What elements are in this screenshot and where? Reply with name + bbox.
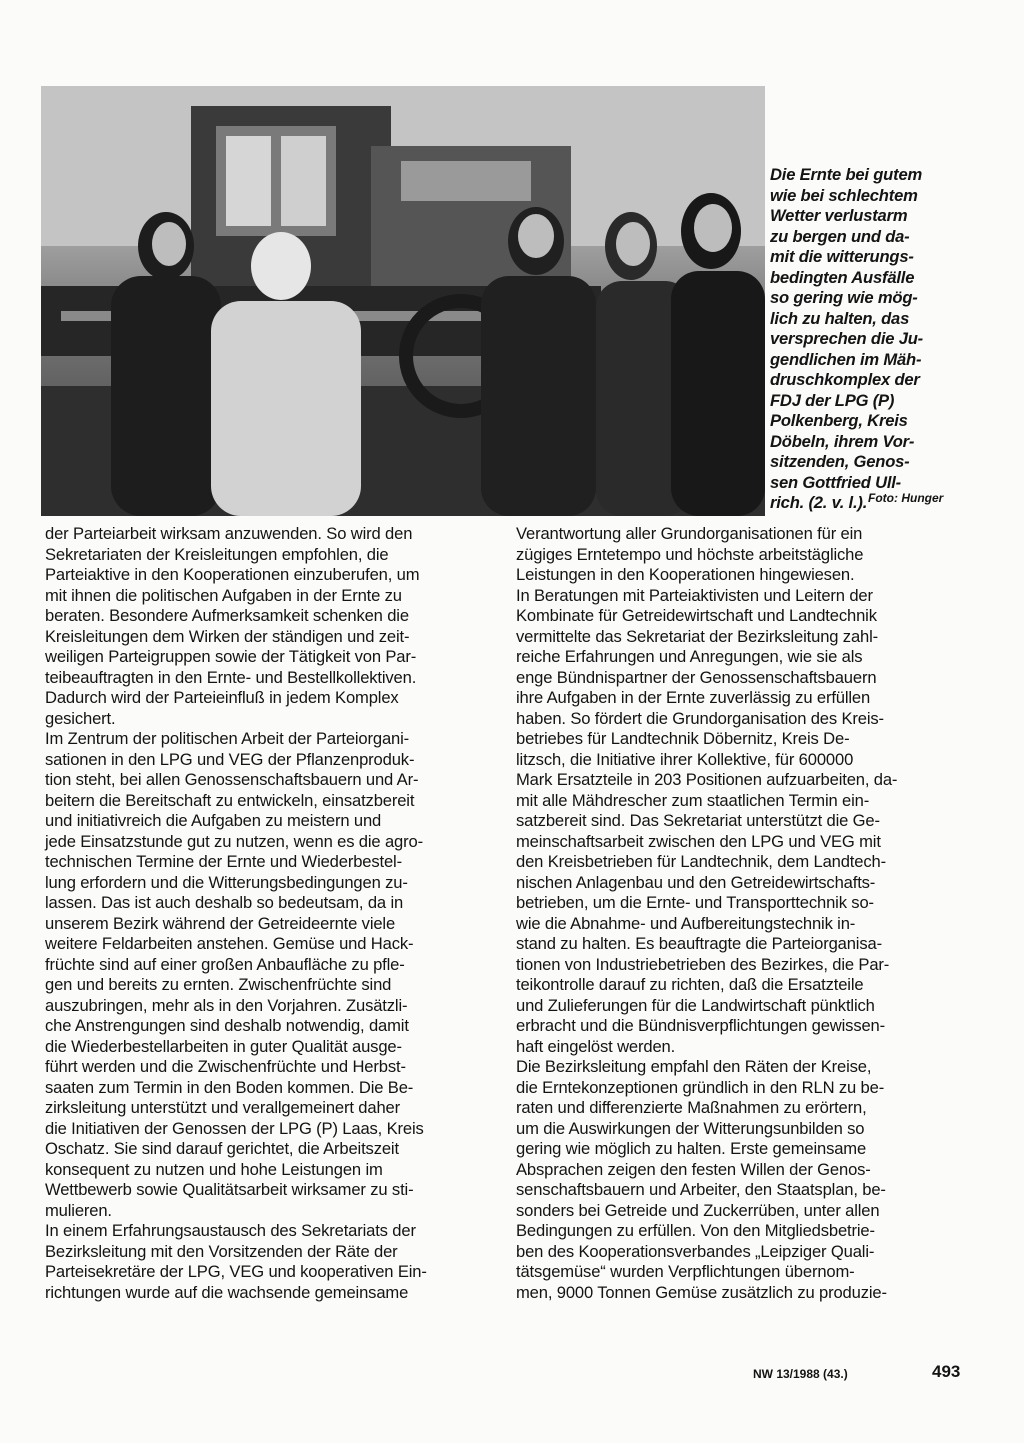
- text-line: Absprachen zeigen den festen Willen der Genos-: [516, 1159, 871, 1179]
- text-line: Oschatz. Sie sind darauf gerichtet, die Arbeitszeit: [45, 1139, 399, 1158]
- text-line: der Parteiarbeit wirksam anzuwenden. So wird den: [45, 524, 413, 543]
- text-line: lung erfordern und die Witterungsbedingungen zu-: [45, 872, 408, 892]
- caption-line: FDJ der LPG (P): [770, 390, 895, 410]
- text-line: den Kreisbetrieben für Landtechnik, dem Landtech-: [516, 852, 886, 871]
- caption-line: Polkenberg, Kreis: [770, 411, 908, 430]
- caption-line: bedingten Ausfälle: [770, 267, 915, 287]
- text-line: betrieben, um die Ernte- und Transporttechnik so-: [516, 893, 874, 912]
- text-line: Bezirksleitung mit den Vorsitzenden der Räte der: [45, 1241, 398, 1261]
- text-line: die Wiederbestellarbeiten in guter Qualität ausge-: [45, 1036, 402, 1056]
- text-line: Kreisleitungen dem Wirken der ständigen und zeit-: [45, 626, 410, 646]
- text-line: Bedingungen zu erfüllen. Von den Mitgliedsbetrie-: [516, 1221, 875, 1240]
- text-line: raten und differenzierte Maßnahmen zu erörtern,: [516, 1098, 867, 1117]
- text-line: beitern die Bereitschaft zu entwickeln, einsatzbereit: [45, 790, 415, 810]
- text-line: unserem Bezirk während der Getreideernte viele: [45, 913, 396, 933]
- text-line: Wettbewerb sowie Qualitätsarbeit wirksamer zu sti-: [45, 1180, 414, 1199]
- caption-line: gendlichen im Mäh-: [770, 349, 922, 369]
- text-line: haft eingelöst werden.: [516, 1036, 676, 1056]
- text-line: um die Auswirkungen der Witterungsunbilden so: [516, 1118, 865, 1138]
- text-line: senschaftsbauern und Arbeiter, den Staatsplan, be-: [516, 1180, 886, 1199]
- text-line: Parteisekretäre der LPG, VEG und kooperativen Ein-: [45, 1262, 427, 1281]
- text-line: ben des Kooperationsverbandes „Leipziger Quali-: [516, 1241, 875, 1261]
- page-number: 493: [932, 1362, 961, 1381]
- text-line: wie die Abnahme- und Aufbereitungstechnik in-: [516, 913, 856, 933]
- text-line: erbracht und die Bündnisverpflichtungen gewissen-: [516, 1016, 886, 1035]
- text-line: Dadurch wird der Parteieinfluß in jedem Komplex: [45, 688, 399, 707]
- text-line: gen und bereits zu ernten. Zwischenfrüchte sind: [45, 975, 392, 994]
- caption-line: Die Ernte bei gutem: [770, 165, 923, 184]
- caption-line: rich. (2. v. l.).: [770, 493, 868, 512]
- caption-line: sen Gottfried Ull-: [770, 472, 901, 492]
- text-line: Im Zentrum der politischen Arbeit der Parteiorgani-: [45, 729, 410, 748]
- text-line: tionen von Industriebetrieben des Bezirkes, die Par-: [516, 954, 890, 974]
- text-line: enge Bündnispartner der Genossenschaftsbauern: [516, 667, 877, 687]
- text-line: und Zulieferungen für die Landwirtschaft pünktlich: [516, 995, 875, 1015]
- text-line: mit alle Mähdrescher zum staatlichen Termin ein-: [516, 790, 870, 810]
- photo-caption: [770, 165, 970, 514]
- text-line: lassen. Das ist auch deshalb so bedeutsam, da in: [45, 893, 404, 912]
- text-line: zügiges Erntetempo und höchste arbeitstägliche: [516, 544, 864, 564]
- caption-line: zu bergen und da-: [770, 226, 910, 246]
- text-line: teibeauftragten in den Ernte- und Bestellkollektiven.: [45, 667, 417, 687]
- text-line: In einem Erfahrungsaustausch des Sekretariats der: [45, 1221, 416, 1240]
- text-line: technischen Termine der Ernte und Wiederbestel-: [45, 852, 402, 871]
- text-line: haben. So fördert die Grundorganisation des Kreis-: [516, 708, 884, 728]
- text-line: tätsgemüse“ wurden Verpflichtungen übernom-: [516, 1262, 855, 1281]
- text-line: weiligen Parteigruppen sowie der Tätigkeit von Par-: [45, 647, 417, 666]
- photo-credit: Foto: Hunger: [868, 491, 944, 505]
- caption-line: versprechen die Ju-: [770, 329, 923, 348]
- text-line: Parteiaktive in den Kooperationen einzuberufen, um: [45, 565, 420, 584]
- text-line: saaten zum Termin in den Boden kommen. Die Be-: [45, 1077, 414, 1097]
- text-line: die Initiativen der Genossen der LPG (P) Laas, Kreis: [45, 1118, 424, 1138]
- text-line: Die Bezirksleitung empfahl den Räten der Kreise,: [516, 1057, 872, 1076]
- journal-issue: NW 13/1988 (43.): [753, 1367, 848, 1381]
- text-line: konsequent zu nutzen und hohe Leistungen im: [45, 1159, 383, 1179]
- text-line: tion steht, bei allen Genossenschaftsbauern und Ar-: [45, 770, 419, 789]
- caption-line: lich zu halten, das: [770, 308, 910, 328]
- text-line: satzbereit sind. Das Sekretariat unterstützt die Ge-: [516, 811, 880, 830]
- text-line: In Beratungen mit Parteiaktivisten und Leitern der: [516, 585, 873, 605]
- text-line: sonders bei Getreide und Zuckerrüben, unter allen: [516, 1200, 880, 1220]
- caption-line: wie bei schlechtem: [770, 185, 918, 205]
- text-line: litzsch, die Initiative ihrer Kollektive, für 600000: [516, 749, 854, 769]
- text-line: Verantwortung aller Grundorganisationen für ein: [516, 524, 863, 543]
- text-line: Sekretariaten der Kreisleitungen empfohlen, die: [45, 544, 389, 564]
- caption-line: druschkomplex der: [770, 370, 920, 389]
- harvest-photo: [41, 86, 765, 516]
- text-line: reiche Erfahrungen und Anregungen, wie sie als: [516, 647, 863, 666]
- text-line: stand zu halten. Es beauftragte die Parteiorganisa-: [516, 934, 882, 953]
- text-line: mit ihnen die politischen Aufgaben in der Ernte zu: [45, 585, 402, 605]
- caption-line: Wetter verlustarm: [770, 206, 908, 225]
- article-column-right: [516, 524, 974, 1303]
- text-line: ihre Aufgaben in der Ernte zuverlässig zu erfüllen: [516, 688, 871, 707]
- text-line: beraten. Besondere Aufmerksamkeit schenken die: [45, 606, 409, 625]
- text-line: richtungen wurde auf die wachsende gemeinsame: [45, 1282, 409, 1302]
- caption-line: sitzenden, Genos-: [770, 452, 910, 471]
- text-line: gering wie möglich zu halten. Erste gemeinsame: [516, 1139, 867, 1158]
- text-line: men, 9000 Tonnen Gemüse zusätzlich zu produzie-: [516, 1282, 887, 1302]
- text-line: che Anstrengungen sind deshalb notwendig, damit: [45, 1016, 409, 1035]
- text-line: gesichert.: [45, 708, 116, 728]
- text-line: nischen Anlagenbau und den Getreidewirtschafts-: [516, 872, 876, 892]
- text-line: weitere Feldarbeiten anstehen. Gemüse und Hack-: [45, 934, 414, 953]
- combine-harvester-scene: [41, 86, 765, 516]
- text-line: vermittelte das Sekretariat der Bezirksleitung zahl-: [516, 626, 879, 646]
- text-line: meinschaftsarbeit zwischen den LPG und VEG mit: [516, 831, 881, 851]
- text-line: betriebes für Landtechnik Döbernitz, Kreis De-: [516, 729, 850, 748]
- text-line: mulieren.: [45, 1200, 112, 1220]
- caption-line: mit die witterungs-: [770, 247, 914, 266]
- text-line: und initiativreich die Aufgaben zu meistern und: [45, 811, 382, 830]
- text-line: jede Einsatzstunde gut zu nutzen, wenn es die agro-: [45, 831, 423, 851]
- text-line: Mark Ersatzteile in 203 Positionen aufzuarbeiten, da-: [516, 770, 898, 789]
- text-line: Leistungen in den Kooperationen hingewiesen.: [516, 565, 855, 584]
- text-line: Kombinate für Getreidewirtschaft und Landtechnik: [516, 606, 877, 625]
- text-line: die Erntekonzeptionen gründlich in den RLN zu be-: [516, 1077, 885, 1097]
- caption-line: so gering wie mög-: [770, 288, 918, 307]
- article-column-left: [45, 524, 503, 1303]
- text-line: führt werden und die Zwischenfrüchte und Herbst-: [45, 1057, 406, 1076]
- text-line: sationen in den LPG und VEG der Pflanzenproduk-: [45, 749, 415, 769]
- text-line: zirksleitung unterstützt und verallgemeinert daher: [45, 1098, 400, 1117]
- caption-line: Döbeln, ihrem Vor-: [770, 431, 915, 451]
- text-line: teikontrolle darauf zu richten, daß die Ersatzteile: [516, 975, 864, 994]
- text-line: früchte sind auf einer großen Anbaufläche zu pfle-: [45, 954, 405, 974]
- text-line: auszubringen, mehr als in den Vorjahren. Zusätzli-: [45, 995, 408, 1015]
